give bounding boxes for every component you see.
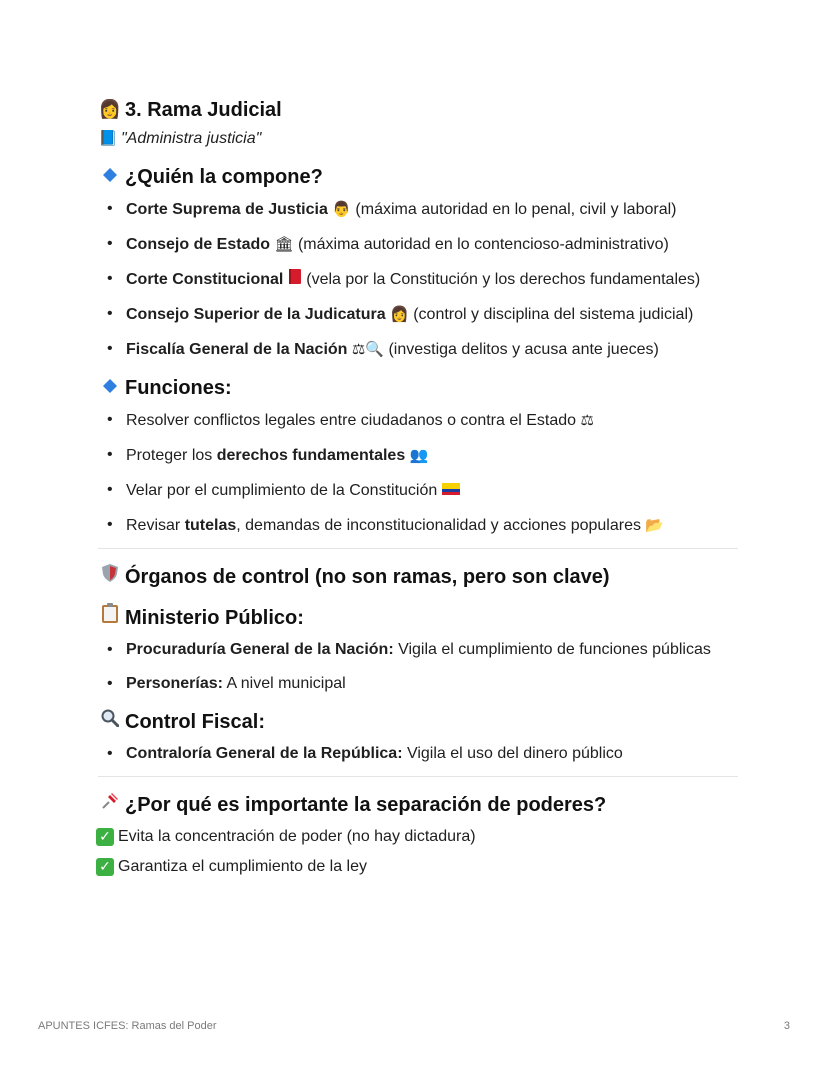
list-item — [98, 513, 738, 538]
fiscal-list — [98, 742, 738, 766]
magnifier-icon — [98, 708, 122, 736]
check-icon: ✓ — [96, 858, 114, 876]
heading-separacion — [98, 791, 738, 819]
divider — [98, 548, 738, 549]
heading-organos-text: Órganos de control (no son ramas, pero son clave) — [125, 566, 610, 588]
heading-separacion-text: ¿Por qué es importante la separación de poderes? — [125, 794, 607, 816]
check-text: Garantiza el cumplimiento de la ley — [118, 858, 368, 875]
item-text: (investiga delitos y acusa ante jueces) — [384, 341, 659, 358]
list-item — [98, 408, 738, 433]
section-title-text: 3. Rama Judicial — [125, 99, 282, 121]
heading-fiscal-text: Control Fiscal: — [125, 711, 266, 733]
heading-compone-text: ¿Quién la compone? — [125, 166, 323, 188]
item-text: A nivel municipal — [222, 675, 346, 692]
compone-list — [98, 197, 738, 362]
page-number: 3 — [783, 1020, 790, 1032]
heading-organos — [98, 563, 738, 591]
pushpin-icon — [98, 791, 122, 819]
heading-fiscal — [98, 708, 738, 736]
funciones-list — [98, 408, 738, 538]
list-item — [98, 478, 738, 503]
item-text: (control y disciplina del sistema judicial) — [408, 306, 694, 323]
list-item — [98, 267, 738, 292]
heading-funciones-text: Funciones: — [125, 377, 232, 399]
diamond-icon — [98, 163, 122, 191]
section-title-judicial — [98, 96, 738, 124]
item-bold: Corte Constitucional — [126, 271, 284, 288]
subtitle-text: "Administra justicia" — [121, 130, 262, 147]
people-icon: 👥 — [409, 446, 429, 464]
item-text: (máxima autoridad en lo penal, civil y laboral) — [350, 201, 677, 218]
scales-icon: ⚖ — [580, 411, 594, 429]
list-item — [98, 302, 738, 327]
ministerio-list — [98, 638, 738, 696]
item-text: Revisar — [126, 517, 185, 534]
item-text: Vigila el cumplimiento de funciones públicas — [393, 641, 711, 658]
heading-ministerio-text: Ministerio Público: — [125, 606, 304, 629]
shield-icon — [98, 563, 122, 591]
item-bold: Consejo Superior de la Judicatura — [126, 306, 386, 323]
colombia-flag-icon — [442, 481, 460, 499]
folder-icon: 📂 — [645, 516, 665, 534]
list-item — [98, 337, 738, 362]
item-text: (vela por la Constitución y los derechos fundamentales) — [301, 271, 701, 288]
woman-judge-icon: 👩 — [390, 305, 409, 323]
item-text: Vigila el uso del dinero público — [402, 745, 623, 762]
check-item — [96, 825, 738, 849]
footer-title: APUNTES ICFES: Ramas del Poder — [38, 1020, 217, 1032]
classical-building-icon: 🏛 — [274, 235, 294, 253]
heading-ministerio — [98, 603, 738, 632]
list-item — [98, 232, 738, 257]
item-text: Velar por el cumplimiento de la Constitución — [126, 482, 442, 499]
item-text: (máxima autoridad en lo contencioso-administrativo) — [293, 236, 669, 253]
item-bold: Corte Suprema de Justicia — [126, 201, 328, 218]
diamond-icon — [98, 374, 122, 402]
item-bold: Procuraduría General de la Nación: — [126, 641, 394, 658]
scales-magnifier-icon: ⚖🔍 — [351, 340, 385, 358]
check-icon: ✓ — [96, 828, 114, 846]
item-bold: Contraloría General de la República: — [126, 745, 403, 762]
list-item — [98, 197, 738, 222]
judicial-subtitle — [98, 126, 738, 151]
item-bold: derechos fundamentales — [216, 447, 406, 464]
blue-book-icon: 📘 — [98, 129, 118, 147]
page-content — [98, 96, 738, 885]
divider — [98, 776, 738, 777]
item-bold: Consejo de Estado — [126, 236, 271, 253]
red-book-icon — [288, 270, 302, 288]
man-judge-icon: 👨 — [332, 200, 351, 218]
heading-funciones — [98, 374, 738, 402]
list-item — [98, 742, 738, 766]
heading-compone — [98, 163, 738, 191]
list-item — [98, 638, 738, 662]
list-item — [98, 672, 738, 696]
item-bold: Personerías: — [126, 675, 223, 692]
clipboard-icon — [98, 603, 122, 632]
judge-icon: 👩 — [98, 99, 122, 120]
item-text: Proteger los — [126, 447, 217, 464]
list-item — [98, 443, 738, 468]
item-bold: tutelas — [184, 517, 237, 534]
item-text: Resolver conflictos legales entre ciudadanos o contra el Estado — [126, 412, 581, 429]
check-item — [96, 855, 738, 879]
item-text-post: , demandas de inconstitucionalidad y acciones populares — [236, 517, 646, 534]
item-bold: Fiscalía General de la Nación — [126, 341, 348, 358]
check-text: Evita la concentración de poder (no hay dictadura) — [118, 828, 476, 845]
